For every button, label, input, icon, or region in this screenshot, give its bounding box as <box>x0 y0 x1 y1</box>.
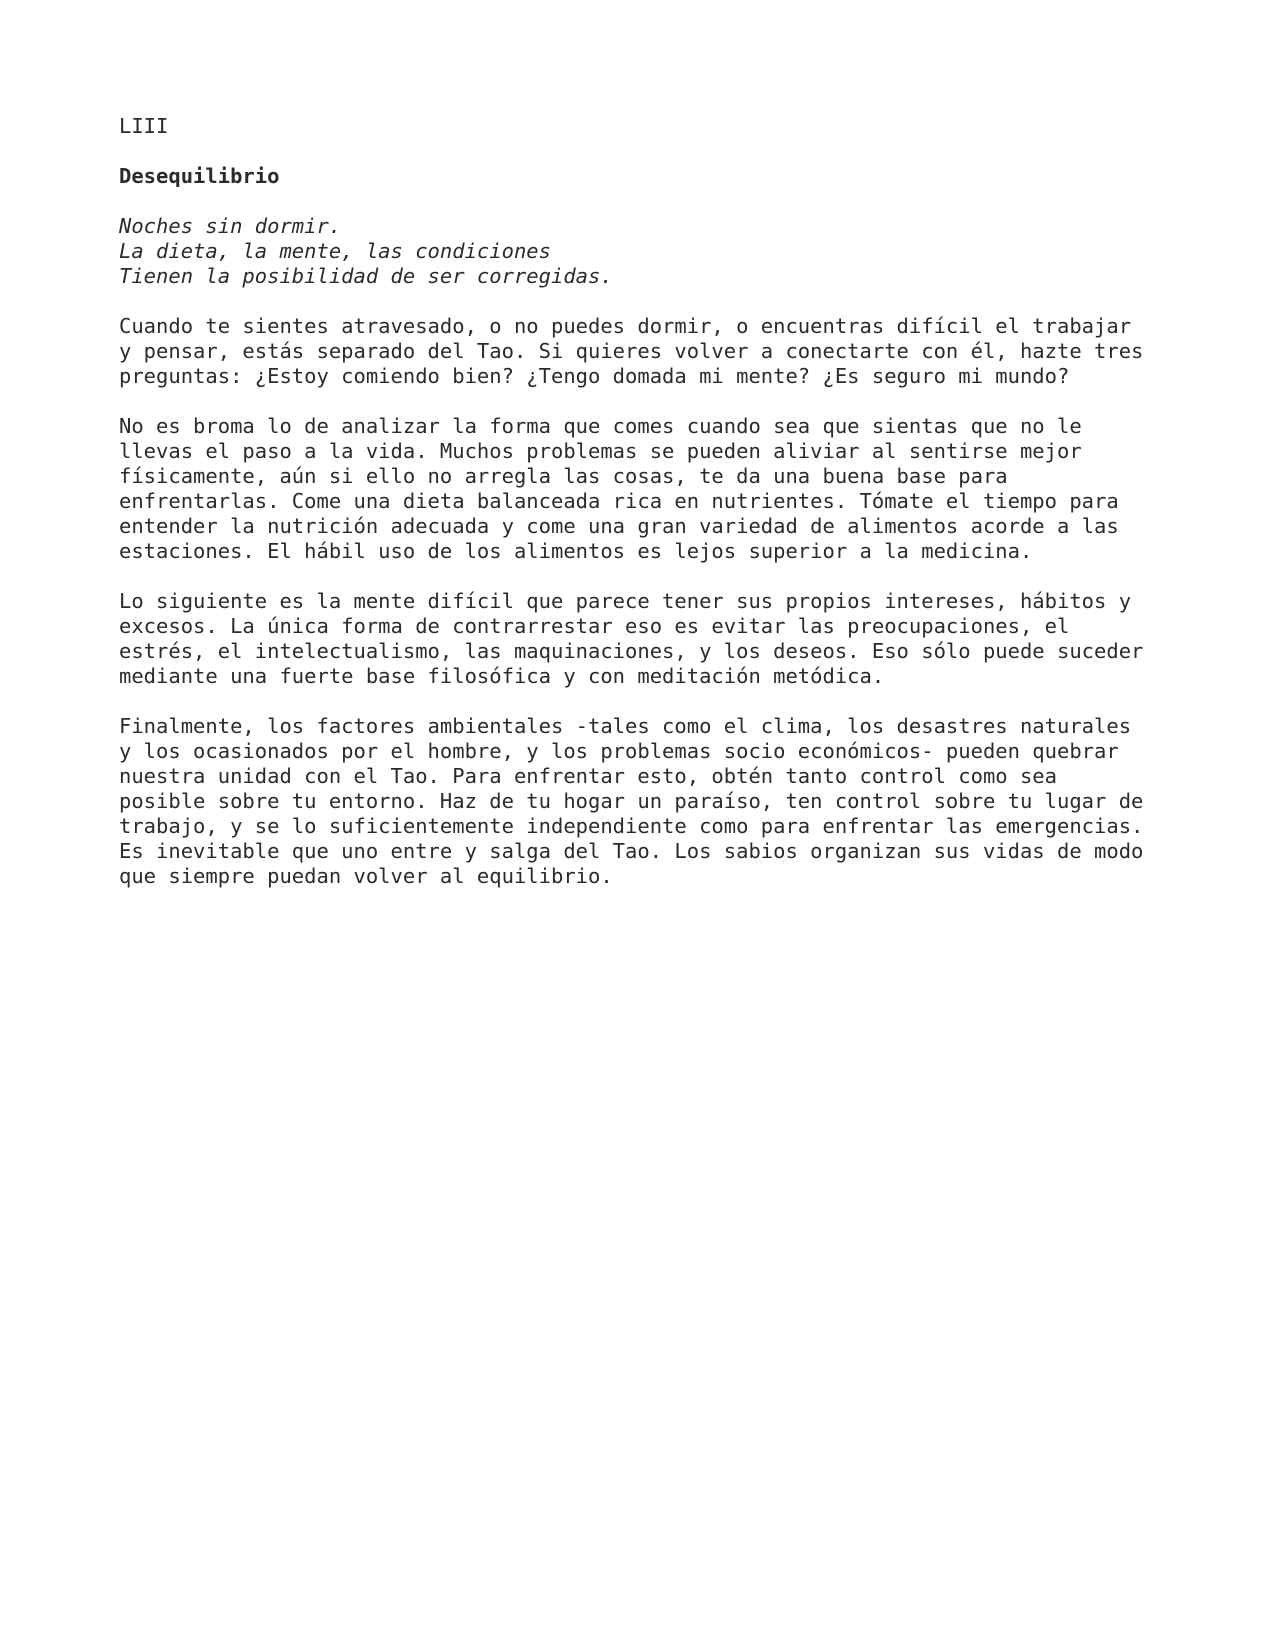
text-line: preguntas: ¿Estoy comiendo bien? ¿Tengo domada mi mente? ¿Es seguro mi mundo? <box>119 364 1070 388</box>
paragraph-4 <box>119 714 1179 889</box>
chapter-numeral: LIII <box>119 114 169 138</box>
paragraph-1 <box>119 314 1179 389</box>
text-line: excesos. La única forma de contrarrestar eso es evitar las preocupaciones, el <box>119 614 1070 638</box>
text-line: llevas el paso a la vida. Muchos problemas se pueden aliviar al sentirse mejor <box>119 439 1082 463</box>
verse-line: Noches sin dormir. <box>119 214 342 238</box>
text-line: que siempre puedan volver al equilibrio. <box>119 864 613 888</box>
spacer <box>119 689 1179 714</box>
chapter-title: Desequilibrio <box>119 164 280 188</box>
text-line: enfrentarlas. Come una dieta balanceada rica en nutrientes. Tómate el tiempo para <box>119 489 1119 513</box>
spacer <box>119 139 1179 164</box>
text-line: posible sobre tu entorno. Haz de tu hogar un paraíso, ten control sobre tu lugar de <box>119 789 1144 813</box>
text-line: físicamente, aún si ello no arregla las cosas, te da una buena base para <box>119 464 1008 488</box>
text-line: Finalmente, los factores ambientales -tales como el clima, los desastres naturales <box>119 714 1132 738</box>
text-line: y pensar, estás separado del Tao. Si quieres volver a conectarte con él, hazte tres <box>119 339 1144 363</box>
text-line: Lo siguiente es la mente difícil que parece tener sus propios intereses, hábitos y <box>119 589 1132 613</box>
text-line: Cuando te sientes atravesado, o no puedes dormir, o encuentras difícil el trabajar <box>119 314 1132 338</box>
text-line: No es broma lo de analizar la forma que comes cuando sea que sientas que no le <box>119 414 1082 438</box>
verse-block <box>119 214 1179 289</box>
spacer <box>119 189 1179 214</box>
text-line: y los ocasionados por el hombre, y los problemas socio económicos- pueden quebrar <box>119 739 1119 763</box>
verse-line: Tienen la posibilidad de ser corregidas. <box>119 264 613 288</box>
text-line: entender la nutrición adecuada y come una gran variedad de alimentos acorde a las <box>119 514 1119 538</box>
text-line: nuestra unidad con el Tao. Para enfrentar esto, obtén tanto control como sea <box>119 764 1057 788</box>
text-line: estaciones. El hábil uso de los alimentos es lejos superior a la medicina. <box>119 539 1033 563</box>
paragraph-2 <box>119 414 1179 564</box>
text-line: mediante una fuerte base filosófica y con meditación metódica. <box>119 664 885 688</box>
spacer <box>119 389 1179 414</box>
text-line: trabajo, y se lo suficientemente independiente como para enfrentar las emergencias. <box>119 814 1144 838</box>
paragraph-3 <box>119 589 1179 689</box>
spacer <box>119 289 1179 314</box>
document-page <box>119 114 1179 889</box>
text-line: estrés, el intelectualismo, las maquinaciones, y los deseos. Eso sólo puede suceder <box>119 639 1144 663</box>
spacer <box>119 564 1179 589</box>
text-line: Es inevitable que uno entre y salga del Tao. Los sabios organizan sus vidas de modo <box>119 839 1144 863</box>
verse-line: La dieta, la mente, las condiciones <box>119 239 551 263</box>
